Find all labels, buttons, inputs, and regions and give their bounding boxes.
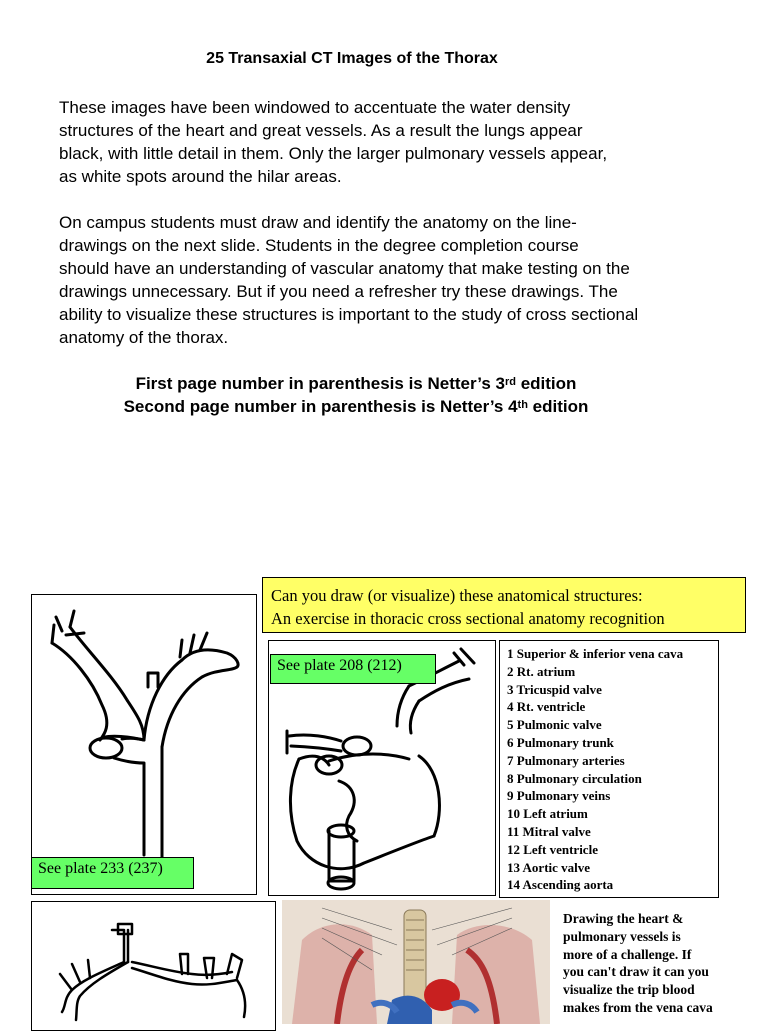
netter-note-3rd-edition: First page number in parenthesis is Netter’s 3rd edition — [135, 374, 577, 393]
list-item: 5 Pulmonic valve — [507, 717, 602, 733]
list-item: 8 Pulmonary circulation — [507, 770, 642, 786]
exercise-box: Can you draw (or visualize) these anatomical structures: An exercise in thoracic cross sectional anatomy recognition — [262, 577, 746, 633]
structures-list — [499, 640, 719, 898]
list-item: 7 Pulmonary arteries — [507, 752, 625, 768]
list-item: 12 Left ventricle — [507, 841, 598, 857]
list-item: 3 Tricuspid valve — [507, 681, 602, 697]
netter-illustration — [282, 900, 550, 1024]
list-item: 10 Left atrium — [507, 806, 588, 822]
list-item: 13 Aortic valve — [507, 859, 591, 875]
list-item: 1 Superior & inferior vena cava — [507, 646, 684, 661]
netter-note-4th-edition: Second page number in parenthesis is Netter’s 4th edition — [123, 397, 589, 416]
heart-lungs-illustration — [282, 900, 550, 1024]
pulmonary-line-drawing — [32, 902, 275, 1030]
list-item: 11 Mitral valve — [507, 823, 591, 839]
list-item: 4 Rt. ventricle — [507, 699, 586, 715]
aorta-drawing-frame — [31, 594, 257, 895]
plate-208-label: See plate 208 (212) — [270, 654, 436, 684]
list-item: 14 Ascending aorta — [507, 877, 614, 893]
list-item: 2 Rt. atrium — [507, 663, 576, 679]
pulmonary-drawing-frame — [31, 901, 276, 1031]
list-item: 6 Pulmonary trunk — [507, 734, 614, 750]
instructions-paragraph: On campus students must draw and identify the anatomy on the line- drawings on the next slide. Students in the degree completion course should have an understanding of vascular anatomy that make testing on the drawings unnecessary. But if you need a refresher try these drawings. The ability to visualize these structures is important to the study of cross sectional anatomy of the thorax. — [59, 213, 639, 347]
intro-paragraph: These images have been windowed to accentuate the water density structures of the heart and great vessels. As a result the lungs appear black, with little detail in them. Only the larger pulmonary vessels appear, as white spots around the hilar areas. — [59, 98, 608, 186]
side-note: Drawing the heart & pulmonary vessels is more of a challenge. If you can't draw it can you visualize the trip blood makes from the vena cava — [563, 911, 713, 1015]
aorta-line-drawing — [32, 595, 256, 894]
list-item: 9 Pulmonary veins — [507, 788, 611, 804]
page-title: 25 Transaxial CT Images of the Thorax — [206, 50, 498, 67]
plate-233-label: See plate 233 (237) — [31, 857, 194, 889]
